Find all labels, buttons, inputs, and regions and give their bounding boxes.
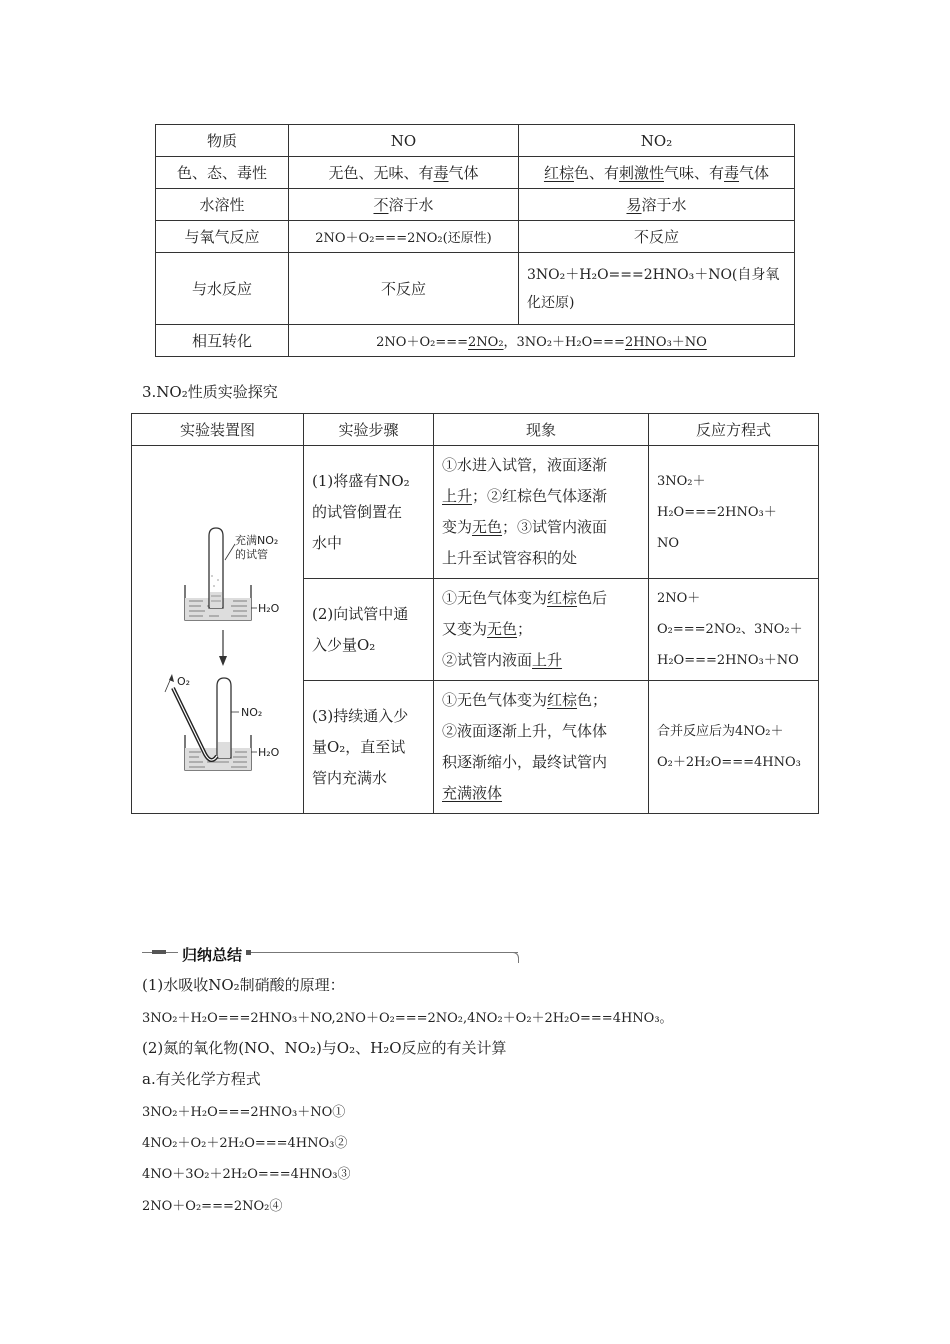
no-cell: 不反应 — [289, 253, 519, 325]
summary-caption: 归纳总结 — [178, 944, 246, 965]
summary-line: (2)氮的氧化物(NO、NO₂)与O₂、H₂O反应的有关计算 — [142, 1039, 507, 1057]
summary-line: (1)水吸收NO₂制硝酸的原理： — [142, 976, 345, 994]
equation-cell: 合并反应后为4NO₂＋ O₂＋2H₂O===4HNO₃ — [649, 681, 819, 814]
table-header-row — [132, 414, 819, 446]
table-row — [156, 189, 795, 221]
row-label: 色、态、毒性 — [156, 157, 289, 189]
summary-line: a.有关化学方程式 — [142, 1070, 261, 1088]
step-cell: (3)持续通入少 量O₂，直至试 管内充满水 — [304, 681, 434, 814]
summary-line: 3NO₂＋H₂O===2HNO₃＋NO① — [142, 1105, 346, 1120]
no-cell: 不溶于水 — [289, 189, 519, 221]
no2-cell: 3NO₂＋H₂O===2HNO₃＋NO(自身氧化还原) — [519, 253, 795, 325]
summary-header — [142, 944, 519, 962]
table-row — [156, 157, 795, 189]
table-header-row — [156, 125, 795, 157]
header-cell: NO — [289, 125, 519, 157]
tube-label-line1: 充满NO₂ — [234, 533, 278, 547]
summary-corner — [512, 952, 519, 963]
water-label-2: H₂O — [257, 745, 279, 759]
row-label: 与氧气反应 — [156, 221, 289, 253]
header-cell: 实验步骤 — [304, 414, 434, 446]
no-cell: 2NO＋O₂===2NO₂(还原性) — [289, 221, 519, 253]
observation-cell: ①无色气体变为红棕色； ②液面逐渐上升，气体体 积逐渐缩小，最终试管内 充满液体 — [434, 681, 649, 814]
summary-dash — [152, 950, 166, 954]
summary-dot — [246, 950, 251, 955]
water-label-1: H₂O — [257, 601, 279, 615]
no2-experiment-table — [131, 413, 819, 814]
equation-cell: 2NO＋ O₂===2NO₂、3NO₂＋ H₂O===2HNO₃＋NO — [649, 579, 819, 681]
apparatus-diagram — [143, 480, 293, 780]
summary-line: 3NO₂＋H₂O===2HNO₃＋NO,2NO＋O₂===2NO₂,4NO₂＋O₂＋2H₂O===4HNO₃。 — [142, 1011, 673, 1026]
tube-label-line2: 的试管 — [234, 547, 268, 561]
header-cell: 现象 — [434, 414, 649, 446]
observation-cell: ①无色气体变为红棕色后 又变为无色； ②试管内液面上升 — [434, 579, 649, 681]
no-cell: 无色、无味、有毒气体 — [289, 157, 519, 189]
no2-cell: 易溶于水 — [519, 189, 795, 221]
conversion-cell: 2NO＋O₂===2NO₂，3NO₂＋H₂O===2HNO₃＋NO — [289, 325, 795, 357]
no-no2-comparison-table — [155, 124, 795, 357]
summary-line: 4NO₂＋O₂＋2H₂O===4HNO₃② — [142, 1136, 348, 1151]
row-label: 相互转化 — [156, 325, 289, 357]
header-cell: 实验装置图 — [132, 414, 304, 446]
summary-line: 4NO＋3O₂＋2H₂O===4HNO₃③ — [142, 1167, 351, 1182]
apparatus-figure-cell — [132, 446, 304, 814]
no2-cell: 不反应 — [519, 221, 795, 253]
observation-cell: ①水进入试管，液面逐渐 上升；②红棕色气体逐渐 变为无色；③试管内液面 上升至试管容积的处 — [434, 446, 649, 579]
table-row — [156, 221, 795, 253]
table-row — [156, 253, 795, 325]
no2-cell: 红棕色、有刺激性气味、有毒气体 — [519, 157, 795, 189]
table-row — [132, 446, 819, 579]
header-cell: 反应方程式 — [649, 414, 819, 446]
header-cell: 物质 — [156, 125, 289, 157]
equation-cell: 3NO₂＋H₂O===2HNO₃＋ NO — [649, 446, 819, 579]
section-title: 3.NO₂性质实验探究 — [142, 383, 278, 401]
step-cell: (1)将盛有NO₂ 的试管倒置在 水中 — [304, 446, 434, 579]
no2-label: NO₂ — [240, 705, 262, 719]
table-row — [156, 325, 795, 357]
header-cell: NO₂ — [519, 125, 795, 157]
step-cell: (2)向试管中通 入少量O₂ — [304, 579, 434, 681]
o2-label: O₂ — [176, 674, 190, 688]
row-label: 水溶性 — [156, 189, 289, 221]
row-label: 与水反应 — [156, 253, 289, 325]
summary-line: 2NO＋O₂===2NO₂④ — [142, 1199, 283, 1214]
